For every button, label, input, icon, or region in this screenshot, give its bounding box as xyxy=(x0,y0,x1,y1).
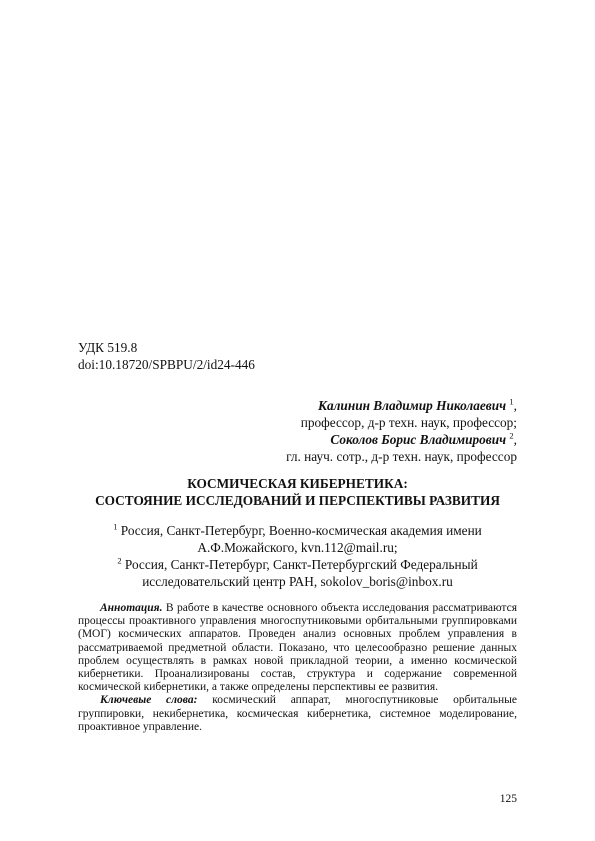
authors-block xyxy=(286,397,517,465)
affiliation-1-text-1: Россия, Санкт-Петербург, Военно-космическая академия имени xyxy=(117,523,482,538)
abstract-label: Аннотация. xyxy=(100,602,163,614)
author-1-line xyxy=(286,397,517,414)
affiliations-block xyxy=(78,522,517,590)
keywords-label: Ключевые слова: xyxy=(100,694,198,707)
doi: doi:10.18720/SPBPU/2/id24-446 xyxy=(78,357,255,372)
affiliation-2-sup: 2 xyxy=(117,555,122,566)
udc-code: УДК 519.8 xyxy=(78,340,138,355)
page-number: 125 xyxy=(499,793,517,805)
author-1-sup: 1 xyxy=(509,396,514,407)
keywords-paragraph xyxy=(78,694,517,734)
abstract-paragraph xyxy=(78,602,517,694)
author-2-line xyxy=(286,431,517,448)
paper-title xyxy=(78,475,517,509)
affiliation-1-line-1 xyxy=(78,522,517,539)
author-1-name: Калинин Владимир Николаевич xyxy=(317,398,507,413)
affiliation-2-text-1: Россия, Санкт-Петербург, Санкт-Петербургский Федеральный xyxy=(121,557,478,572)
affiliation-2-line-2: исследовательский центр РАН, sokolov_boris@inbox.ru xyxy=(142,574,453,589)
udc-block xyxy=(78,339,255,373)
abstract-block xyxy=(78,602,517,734)
author-2-trail: , xyxy=(513,432,517,447)
affiliation-1-sup: 1 xyxy=(113,521,118,532)
affiliation-2-line-1 xyxy=(78,556,517,573)
abstract-text: В работе в качестве основного объекта исследования рассматриваются процессы проактивного управления многоспутниковыми орбитальными группировками (МОГ) космических аппаратов. Проведен анализ основных проблем управления в рассматриваемой предметной области. Показано, что целесообразно решение данных проблем осуществлять в рамках новой прикладной теории, а именно космической кибернетики. Проанализированы состав, структура и содержание современной космической кибернетики, а также определены перспективы ее развития. xyxy=(78,602,517,694)
title-line-2: СОСТОЯНИЕ ИССЛЕДОВАНИЙ И ПЕРСПЕКТИВЫ РАЗВИТИЯ xyxy=(95,493,500,508)
affiliation-1-line-2: А.Ф.Можайского, kvn.112@mail.ru; xyxy=(197,540,398,555)
author-2-name: Соколов Борис Владимирович xyxy=(330,432,507,447)
author-1-position: профессор, д-р техн. наук, профессор; xyxy=(300,415,517,430)
author-2-sup: 2 xyxy=(509,430,514,441)
keywords-text: космический аппарат, многоспутниковые орбитальные группировки, некибернетика, космическая кибернетика, системное моделирование, проактивное управление. xyxy=(78,694,517,733)
author-2-position: гл. науч. сотр., д-р техн. наук, профессор xyxy=(286,449,517,464)
title-line-1: КОСМИЧЕСКАЯ КИБЕРНЕТИКА: xyxy=(187,476,408,491)
author-1-trail: , xyxy=(513,398,517,413)
